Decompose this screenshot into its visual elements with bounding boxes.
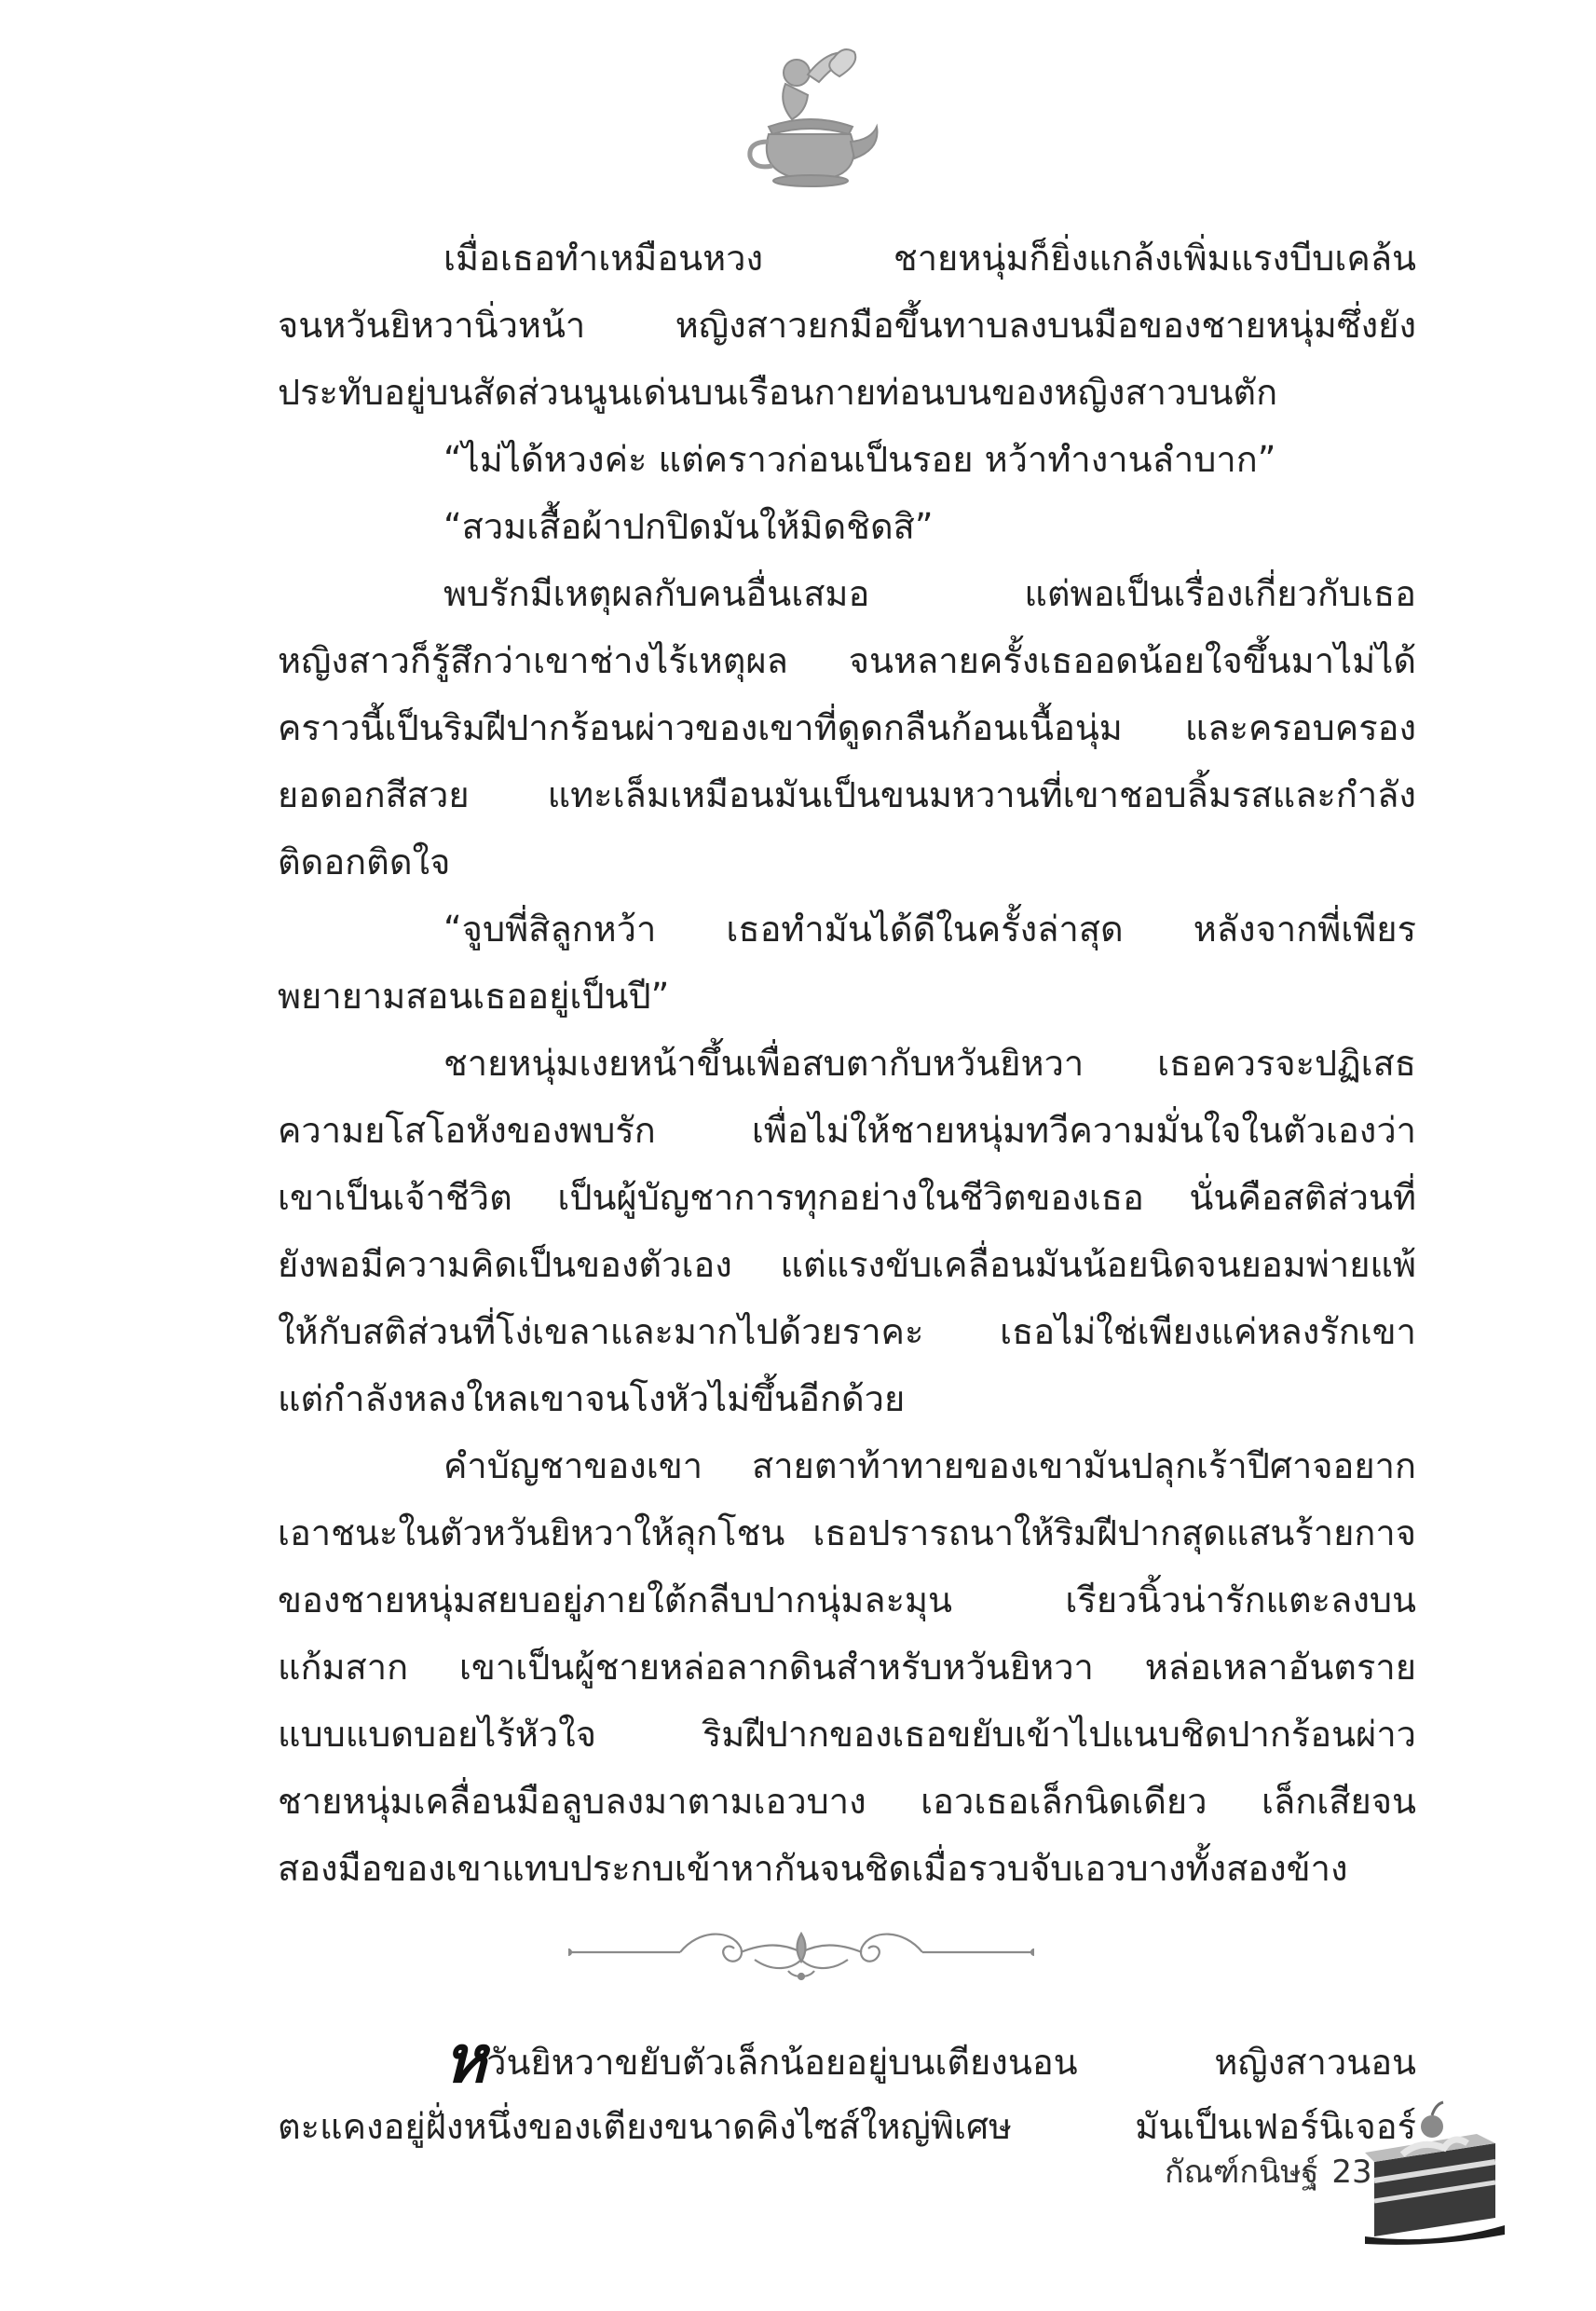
text-line: “สวมเสื้อผ้าปกปิดมันให้มิดชิดสิ” xyxy=(443,506,934,547)
text-line: ชายหนุ่มเงยหน้าขึ้นเพื่อสบตากับหวันยิหวา เธอควรจะปฏิเสธ xyxy=(443,1043,1416,1084)
text-line: ของชายหนุ่มสยบอยู่ภายใต้กลีบปากนุ่มละมุน เรียวนิ้วน่ารักแตะลงบน xyxy=(278,1579,1416,1620)
flourish-divider-icon xyxy=(568,1915,1034,1990)
page-number: 23 xyxy=(1331,2154,1372,2191)
text-line: ความยโสโอหังของพบรัก เพื่อไม่ให้ชายหนุ่มทวีความมั่นใจในตัวเองว่า xyxy=(278,1110,1416,1151)
section-first-line xyxy=(278,2020,1416,2098)
text-line: สองมือของเขาแทบประกบเข้าหากันจนชิดเมื่อรวบจับเอวบางทั้งสองข้าง xyxy=(278,1848,1348,1889)
text-line: ยอดอกสีสวย แทะเล็มเหมือนมันเป็นขนมหวานที่เขาชอบลิ้มรสและกำลัง xyxy=(278,774,1416,815)
page-footer xyxy=(1165,2146,1372,2196)
text-line: คราวนี้เป็นริมฝีปากร้อนผ่าวของเขาที่ดูดกลืนก้อนเนื้อนุ่ม และครอบครอง xyxy=(278,707,1416,748)
text-line: ชายหนุ่มเคลื่อนมือลูบลงมาตามเอวบาง เอวเธอเล็กนิดเดียว เล็กเสียจน xyxy=(278,1781,1416,1822)
text-line: จนหวันยิหวานิ่วหน้า หญิงสาวยกมือขึ้นทาบลงบนมือของชายหนุ่มซึ่งยัง xyxy=(278,305,1416,346)
text-line: ให้กับสติส่วนที่โง่เขลาและมากไปด้วยราคะ เธอไม่ใช่เพียงแค่หลงรักเขา xyxy=(278,1311,1416,1352)
text-line: เมื่อเธอทำเหมือนหวง ชายหนุ่มก็ยิ่งแกล้งเพิ่มแรงบีบเคล้น xyxy=(443,238,1416,279)
teapot-cupid-icon xyxy=(741,37,880,196)
drop-cap: ห xyxy=(443,2020,487,2098)
text-line: “ไม่ได้หวงค่ะ แต่คราวก่อนเป็นรอย หว้าทำงานลำบาก” xyxy=(443,439,1276,480)
text-line: แต่กำลังหลงใหลเขาจนโงหัวไม่ขึ้นอีกด้วย xyxy=(278,1378,906,1419)
text-line: ยังพอมีความคิดเป็นของตัวเอง แต่แรงขับเคลื่อนมันน้อยนิดจนยอมพ่ายแพ้ xyxy=(278,1244,1416,1285)
text-line: ประทับอยู่บนสัดส่วนนูนเด่นบนเรือนกายท่อนบนของหญิงสาวบนตัก xyxy=(278,372,1278,413)
text-line: ติดอกติดใจ xyxy=(278,841,451,882)
text-line: ตะแคงอยู่ฝั่งหนึ่งของเตียงขนาดคิงไซส์ใหญ่พิเศษ มันเป็นเฟอร์นิเจอร์ xyxy=(278,2106,1416,2147)
text-line: เอาชนะในตัวหวันยิหวาให้ลุกโชน เธอปรารถนาให้ริมฝีปากสุดแสนร้ายกาจ xyxy=(278,1512,1416,1553)
book-title: กัณฑ์กนิษฐ์ xyxy=(1165,2154,1319,2191)
text-line: แก้มสาก เขาเป็นผู้ชายหล่อลากดินสำหรับหวันยิหวา หล่อเหลาอันตราย xyxy=(278,1647,1416,1688)
text-line: แบบแบดบอยไร้หัวใจ ริมฝีปากของเธอขยับเข้าไปแนบชิดปากร้อนผ่าว xyxy=(278,1714,1416,1755)
text-line: พบรักมีเหตุผลกับคนอื่นเสมอ แต่พอเป็นเรื่องเกี่ยวกับเธอ xyxy=(443,573,1416,614)
text-line: หญิงสาวก็รู้สึกว่าเขาช่างไร้เหตุผล จนหลายครั้งเธออดน้อยใจขึ้นมาไม่ได้ xyxy=(278,640,1416,681)
text-line: วันยิหวาขยับตัวเล็กน้อยอยู่บนเตียงนอน หญิงสาวนอน xyxy=(486,2042,1416,2083)
text-line: คำบัญชาของเขา สายตาท้าทายของเขามันปลุกเร้าปีศาจอยาก xyxy=(443,1445,1416,1486)
text-line: เขาเป็นเจ้าชีวิต เป็นผู้บัญชาการทุกอย่างในชีวิตของเธอ นั่นคือสติส่วนที่ xyxy=(278,1177,1416,1218)
text-line: “จูบพี่สิลูกหว้า เธอทำมันได้ดีในครั้งล่าสุด หลังจากพี่เพียร xyxy=(443,909,1416,950)
text-line: พยายามสอนเธออยู่เป็นปี” xyxy=(278,976,670,1017)
cake-icon xyxy=(1365,2097,1505,2246)
